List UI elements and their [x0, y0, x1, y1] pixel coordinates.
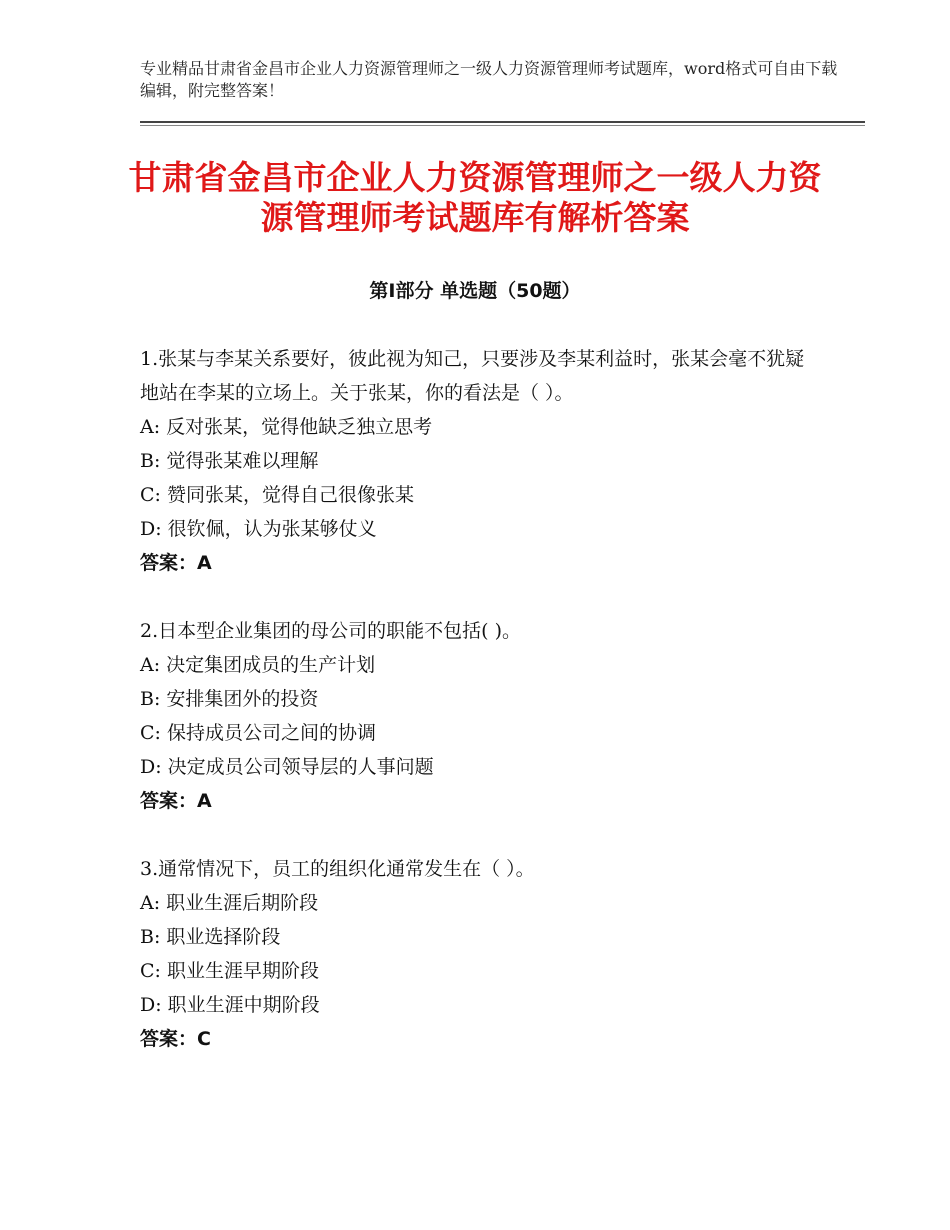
answer-label: 答案：C: [140, 1028, 211, 1050]
header-rule-thick: [140, 121, 865, 123]
option-b: B: 觉得张某难以理解: [140, 450, 319, 472]
question-1: [140, 342, 820, 580]
header-note: 专业精品甘肃省金昌市企业人力资源管理师之一级人力资源管理师考试题库，word格式可自由下载编辑，附完整答案！: [140, 59, 838, 100]
section-title: 第Ⅰ部分 单选题（50题）: [369, 280, 581, 302]
option-c: C: 职业生涯早期阶段: [140, 960, 319, 982]
option-a: A: 职业生涯后期阶段: [140, 892, 319, 914]
question-2: [140, 614, 820, 818]
answer-label: 答案：A: [140, 552, 212, 574]
question-stem: 3.通常情况下，员工的组织化通常发生在（ ）。: [140, 858, 535, 880]
option-c: C: 保持成员公司之间的协调: [140, 722, 376, 744]
option-b: B: 安排集团外的投资: [140, 688, 319, 710]
option-d: D: 职业生涯中期阶段: [140, 994, 320, 1016]
document-title: 甘肃省金昌市企业人力资源管理师之一级人力资源管理师考试题库有解析答案: [128, 158, 822, 237]
question-list: [140, 342, 820, 1090]
option-d: D: 决定成员公司领导层的人事问题: [140, 756, 434, 778]
option-a: A: 反对张某，觉得他缺乏独立思考: [140, 416, 433, 438]
header-rule-thin: [140, 125, 865, 126]
question-3: [140, 852, 820, 1056]
option-d: D: 很钦佩，认为张某够仗义: [140, 518, 377, 540]
answer-label: 答案：A: [140, 790, 212, 812]
option-c: C: 赞同张某，觉得自己很像张某: [140, 484, 414, 506]
question-stem: 2.日本型企业集团的母公司的职能不包括( )。: [140, 620, 521, 642]
question-stem: 1.张某与李某关系要好，彼此视为知己，只要涉及李某利益时，张某会毫不犹疑地站在李某的立场上。关于张某，你的看法是（ ）。: [140, 348, 805, 404]
option-b: B: 职业选择阶段: [140, 926, 281, 948]
option-a: A: 决定集团成员的生产计划: [140, 654, 376, 676]
